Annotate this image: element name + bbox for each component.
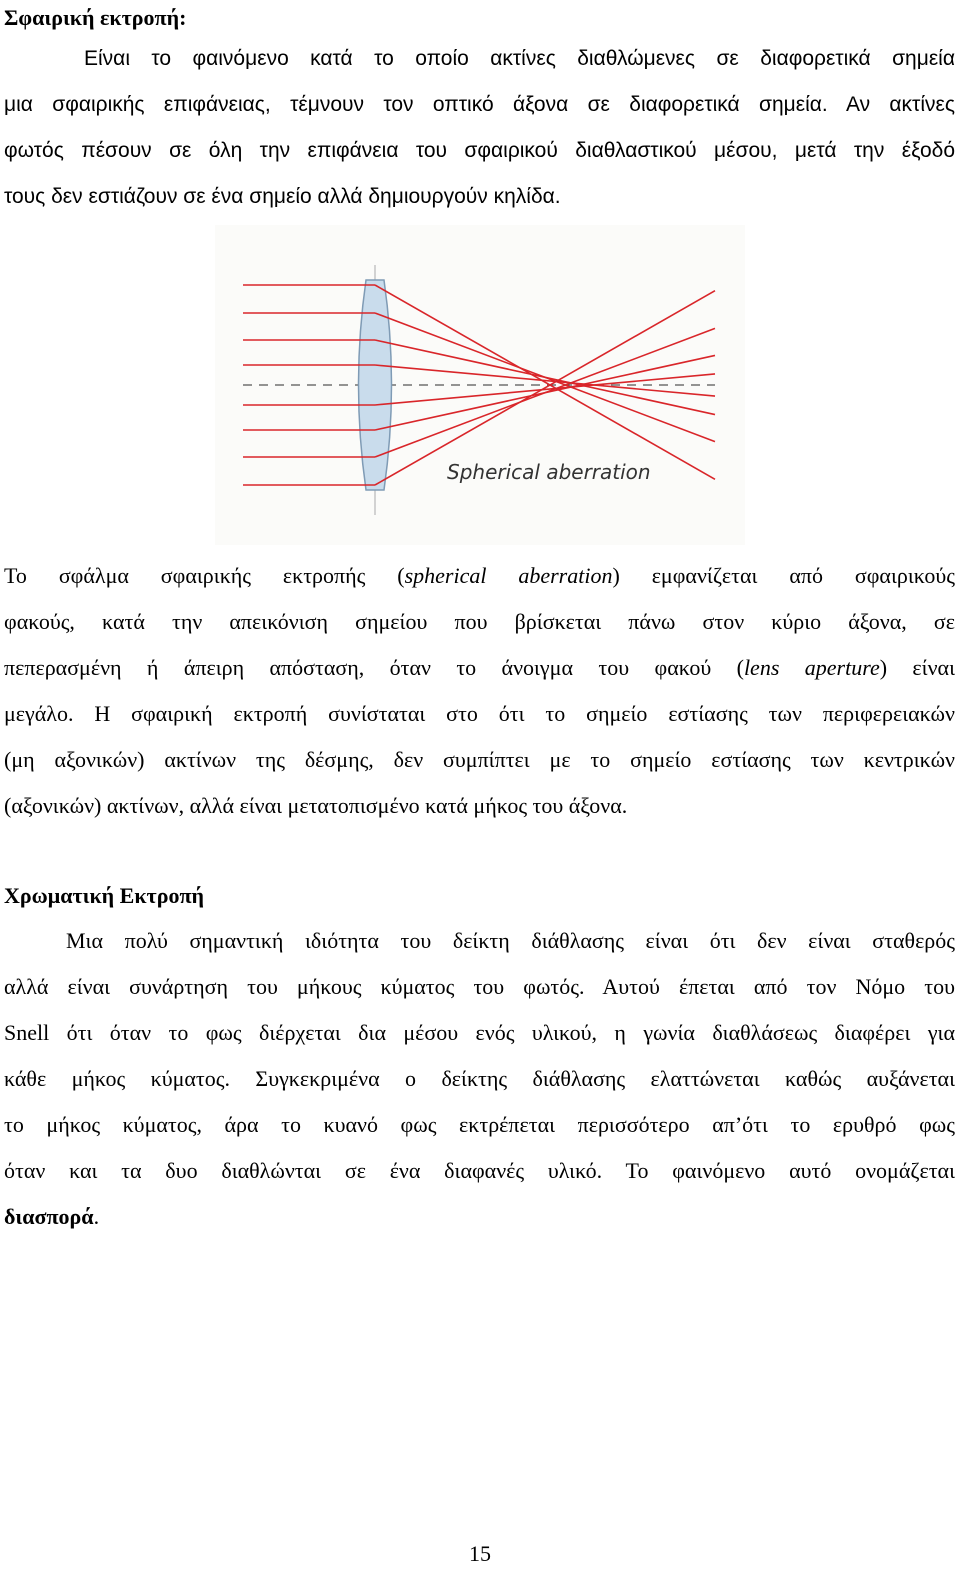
section-title-chromatic-aberration: Χρωματική Εκτροπή bbox=[4, 883, 205, 908]
text-line bbox=[4, 645, 955, 691]
text-line: τους δεν εστιάζουν σε ένα σημείο αλλά δημιουργούν κηλίδα. bbox=[4, 185, 561, 208]
term-bold: διασπορά bbox=[4, 1204, 94, 1229]
text-run: ) είναι bbox=[879, 655, 955, 680]
section-title-spherical-aberration: Σφαιρική εκτροπή: bbox=[4, 5, 187, 30]
text-line: Είναι το φαινόμενο κατά το οποίο ακτίνες διαθλώμενες σε διαφορετικά σημεία bbox=[84, 47, 955, 70]
text-line: το μήκος κύματος, άρα το κυανό φως εκτρέπεται περισσότερο απ’ότι το ερυθρό φως bbox=[4, 1112, 955, 1137]
text-run: πεπερασμένη ή άπειρη απόσταση, όταν το άνοιγμα του φακού ( bbox=[4, 655, 744, 680]
paragraph-spherical-explanation bbox=[4, 553, 955, 829]
biconvex-lens bbox=[359, 280, 392, 490]
text-line: κάθε μήκος κύματος. Συγκεκριμένα ο δείκτης διάθλασης ελαττώνεται καθώς αυξάνεται bbox=[4, 1066, 955, 1091]
text-line: (μη αξονικών) ακτίνων της δέσμης, δεν συμπίπτει με το σημείο εστίασης των κεντρικών bbox=[4, 747, 955, 772]
text-line: αλλά είναι συνάρτηση του μήκους κύματος του φωτός. Αυτού έπεται από τον Νόμο του bbox=[4, 974, 955, 999]
text-line: Μια πολύ σημαντική ιδιότητα του δείκτη διάθλασης είναι ότι δεν είναι σταθερός bbox=[66, 928, 955, 953]
text-line: (αξονικών) ακτίνων, αλλά είναι μετατοπισμένο κατά μήκος του άξονα. bbox=[4, 793, 628, 818]
text-run: Το σφάλμα σφαιρικής εκτροπής ( bbox=[4, 563, 405, 588]
paragraph-spherical-definition bbox=[4, 36, 955, 220]
text-line: φακούς, κατά την απεικόνιση σημείου που βρίσκεται πάνω στον κύριο άξονα, σε bbox=[4, 609, 955, 634]
text-run: ) εμφανίζεται από σφαιρικούς bbox=[612, 563, 955, 588]
figure-caption: Spherical aberration bbox=[447, 460, 651, 484]
text-line bbox=[4, 553, 955, 599]
text-run: . bbox=[93, 1204, 100, 1229]
paragraph-chromatic-aberration bbox=[4, 918, 955, 1240]
text-line: Snell ότι όταν το φως διέρχεται δια μέσου ενός υλικού, η γωνία διαθλάσεως διαφέρει για bbox=[4, 1020, 955, 1045]
text-line: φωτός πέσουν σε όλη την επιφάνεια του σφαιρικού διαθλαστικού μέσου, μετά την έξοδό bbox=[4, 139, 955, 162]
term-italic: lens aperture bbox=[743, 655, 880, 680]
text-line: μια σφαιρικής επιφάνειας, τέμνουν τον οπτικό άξονα σε διαφορετικά σημεία. Αν ακτίνες bbox=[4, 93, 955, 116]
text-line: όταν και τα δυο διαθλώνται σε ένα διαφανές υλικό. Το φαινόμενο αυτό ονομάζεται bbox=[4, 1158, 955, 1183]
term-italic: spherical aberration bbox=[404, 563, 613, 588]
text-line: μεγάλο. Η σφαιρική εκτροπή συνίσταται στο ότι το σημείο εστίασης των περιφερειακών bbox=[4, 701, 955, 726]
text-line bbox=[4, 1194, 955, 1240]
page-number: 15 bbox=[469, 1541, 491, 1566]
spherical-aberration-figure bbox=[215, 225, 745, 545]
